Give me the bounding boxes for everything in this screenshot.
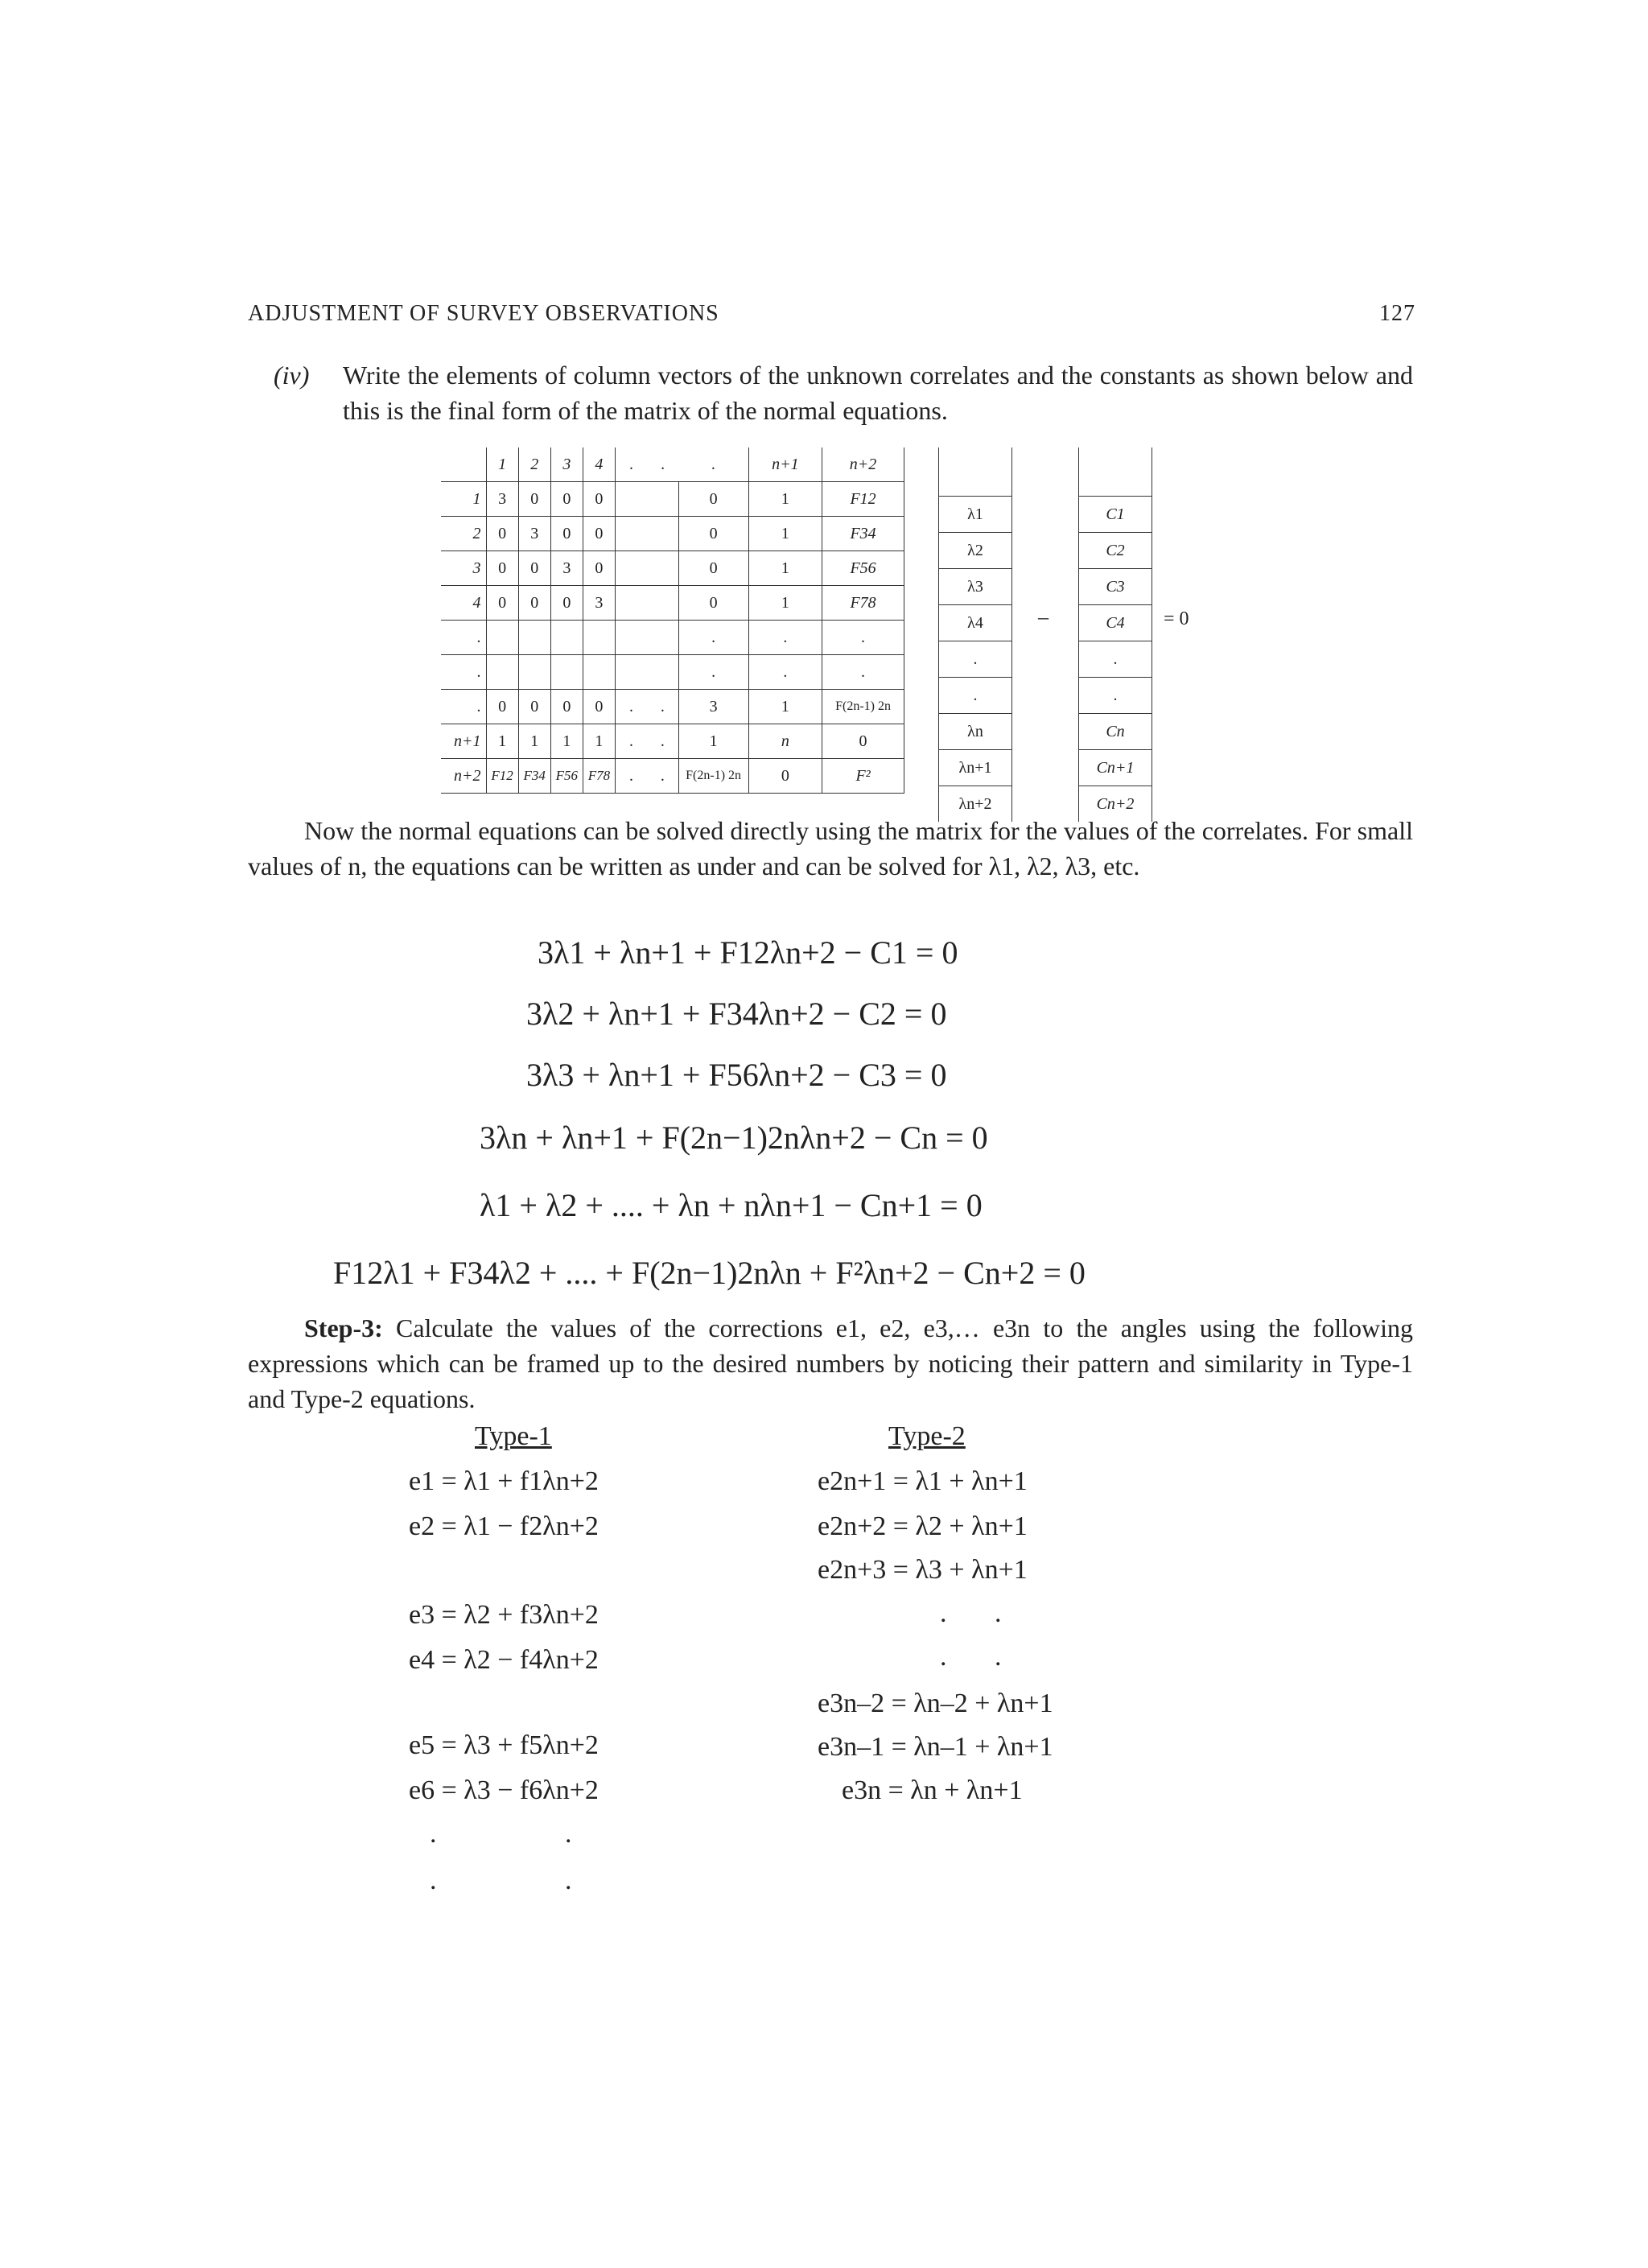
vector-row xyxy=(1079,641,1152,678)
row-header: n+1 xyxy=(441,724,486,759)
cell xyxy=(647,551,678,586)
matrix-row xyxy=(441,621,904,655)
cell: . xyxy=(647,724,678,759)
cell: 3 xyxy=(550,551,583,586)
cell: F56 xyxy=(550,759,583,794)
step-3-text: Calculate the values of the corrections e1, e2, e3,… e3n to the angles using the following expressions which can be framed up to the desired numbers by noticing their pattern and similarity in Type-1 and Type-2 equations. xyxy=(248,1313,1414,1413)
equation-2: 3λ2 + λn+1 + F34λn+2 − C2 = 0 xyxy=(526,996,947,1032)
cell: F(2n-1) 2n xyxy=(822,690,904,724)
col-header: 1 xyxy=(486,447,518,482)
cell: 3 xyxy=(583,586,615,621)
type-2-row: e3n–2 = λn–2 + λn+1 xyxy=(818,1689,1053,1718)
lambda-entry: λn xyxy=(939,714,1012,750)
cell: 1 xyxy=(550,724,583,759)
constant-entry: . xyxy=(1079,641,1152,678)
vector-row xyxy=(1079,605,1152,641)
step-3-label: Step-3: xyxy=(304,1313,383,1342)
cell xyxy=(486,621,518,655)
cell: 0 xyxy=(486,690,518,724)
matrix-row xyxy=(441,724,904,759)
vector-row xyxy=(939,569,1012,605)
matrix-row xyxy=(441,655,904,690)
vector-top xyxy=(939,447,1012,497)
ellipsis-dot: . xyxy=(940,1598,947,1628)
type-1-title: Type-1 xyxy=(475,1421,552,1451)
cell xyxy=(647,655,678,690)
cell: 1 xyxy=(486,724,518,759)
cell: 0 xyxy=(550,690,583,724)
cell: . xyxy=(822,621,904,655)
row-header: . xyxy=(441,621,486,655)
step-iv-text: Write the elements of column vectors of the unknown correlates and the constants as shown below and this is the final form of the matrix of the normal equations. xyxy=(343,361,1413,425)
col-header: n+2 xyxy=(822,447,904,482)
cell: 0 xyxy=(678,586,748,621)
cell: . xyxy=(647,759,678,794)
cell: . xyxy=(748,621,822,655)
ellipsis-dot: . xyxy=(565,1866,572,1895)
row-header: . xyxy=(441,690,486,724)
equation-3: 3λ3 + λn+1 + F56λn+2 − C3 = 0 xyxy=(526,1057,947,1093)
constant-entry: Cn+1 xyxy=(1079,750,1152,786)
cell: 3 xyxy=(518,517,550,551)
cell xyxy=(615,482,647,517)
col-header: 4 xyxy=(583,447,615,482)
cell: 0 xyxy=(518,551,550,586)
cell: 0 xyxy=(583,517,615,551)
page-number: 127 xyxy=(1379,301,1415,326)
vector-row xyxy=(1079,678,1152,714)
lambda-entry: . xyxy=(939,641,1012,678)
cell xyxy=(486,655,518,690)
cell: 0 xyxy=(518,690,550,724)
cell xyxy=(647,586,678,621)
equation-4: 3λn + λn+1 + F(2n−1)2nλn+2 − Cn = 0 xyxy=(480,1120,988,1156)
constant-entry: Cn+2 xyxy=(1079,786,1152,823)
type-1-row: e2 = λ1 − f2λn+2 xyxy=(409,1511,599,1541)
constant-entry: C2 xyxy=(1079,533,1152,569)
col-header: . xyxy=(678,447,748,482)
cell: 1 xyxy=(518,724,550,759)
cell: 1 xyxy=(583,724,615,759)
cell: n xyxy=(748,724,822,759)
cell: F12 xyxy=(822,482,904,517)
cell: 1 xyxy=(748,482,822,517)
type-1-row: e1 = λ1 + f1λn+2 xyxy=(409,1466,599,1496)
constant-entry: C1 xyxy=(1079,497,1152,533)
cell xyxy=(647,517,678,551)
cell: 0 xyxy=(583,482,615,517)
paragraph-normal-equations: Now the normal equations can be solved directly using the matrix for the values of the correlates. For small values of n, the equations can be written as under and can be solved for λ1, λ2, λ3, etc. xyxy=(248,816,1413,880)
cell: 0 xyxy=(678,517,748,551)
vector-row xyxy=(939,533,1012,569)
cell: F12 xyxy=(486,759,518,794)
cell xyxy=(518,655,550,690)
vector-row xyxy=(939,641,1012,678)
type-1-row: e6 = λ3 − f6λn+2 xyxy=(409,1775,599,1805)
vector-row xyxy=(1079,714,1152,750)
row-header: . xyxy=(441,655,486,690)
equation-6: F12λ1 + F34λ2 + .... + F(2n−1)2nλn + F²λn+2 − Cn+2 = 0 xyxy=(333,1255,1086,1291)
cell xyxy=(647,621,678,655)
vector-row xyxy=(1079,497,1152,533)
lambda-entry: λ3 xyxy=(939,569,1012,605)
equation-5: λ1 + λ2 + .... + λn + nλn+1 − Cn+1 = 0 xyxy=(480,1187,983,1223)
ellipsis-dot: . xyxy=(940,1642,947,1672)
col-header: . xyxy=(615,447,647,482)
step-3-paragraph xyxy=(248,1310,1413,1416)
type-2-row: e3n–1 = λn–1 + λn+1 xyxy=(818,1732,1053,1762)
cell: F34 xyxy=(822,517,904,551)
cell: F56 xyxy=(822,551,904,586)
ellipsis-dot: . xyxy=(430,1819,437,1849)
vector-row xyxy=(939,497,1012,533)
constant-entry: Cn xyxy=(1079,714,1152,750)
lambda-vector xyxy=(938,447,1012,822)
row-header: 3 xyxy=(441,551,486,586)
cell xyxy=(583,655,615,690)
matrix-header-row xyxy=(441,447,904,482)
cell xyxy=(647,482,678,517)
equals-zero: = 0 xyxy=(1164,608,1189,629)
type-2-row: e2n+2 = λ2 + λn+1 xyxy=(818,1511,1028,1541)
cell: F78 xyxy=(822,586,904,621)
constants-vector xyxy=(1078,447,1152,822)
row-header: n+2 xyxy=(441,759,486,794)
vector-row xyxy=(1079,569,1152,605)
vector-row xyxy=(939,678,1012,714)
col-header: . xyxy=(647,447,678,482)
type-1-row: e5 = λ3 + f5λn+2 xyxy=(409,1730,599,1760)
vector-row xyxy=(1079,750,1152,786)
matrix-row xyxy=(441,551,904,586)
equation-1: 3λ1 + λn+1 + F12λn+2 − C1 = 0 xyxy=(538,934,958,971)
cell: F34 xyxy=(518,759,550,794)
cell xyxy=(615,621,647,655)
col-header: 2 xyxy=(518,447,550,482)
col-header: n+1 xyxy=(748,447,822,482)
cell xyxy=(615,586,647,621)
col-header: 3 xyxy=(550,447,583,482)
matrix-row xyxy=(441,482,904,517)
row-header: 2 xyxy=(441,517,486,551)
lambda-entry: λn+2 xyxy=(939,786,1012,823)
vector-row xyxy=(1079,533,1152,569)
cell: 0 xyxy=(822,724,904,759)
cell: 0 xyxy=(748,759,822,794)
cell xyxy=(550,621,583,655)
lambda-entry: λ1 xyxy=(939,497,1012,533)
lambda-entry: λ2 xyxy=(939,533,1012,569)
cell xyxy=(518,621,550,655)
matrix-row xyxy=(441,759,904,794)
minus-sign: – xyxy=(1038,605,1049,629)
cell: 0 xyxy=(518,482,550,517)
cell: 1 xyxy=(748,517,822,551)
cell xyxy=(615,655,647,690)
ellipsis-dot: . xyxy=(565,1819,572,1849)
cell xyxy=(615,551,647,586)
normal-equation-matrix xyxy=(441,447,904,794)
cell: 0 xyxy=(550,482,583,517)
vector-top xyxy=(1079,447,1152,497)
type-2-title: Type-2 xyxy=(888,1421,966,1451)
type-1-row: e4 = λ2 − f4λn+2 xyxy=(409,1645,599,1675)
cell: 3 xyxy=(678,690,748,724)
cell: 3 xyxy=(486,482,518,517)
matrix-row xyxy=(441,586,904,621)
step-iv-label: (iv) xyxy=(274,361,310,390)
ellipsis-dot: . xyxy=(430,1866,437,1895)
cell: . xyxy=(615,690,647,724)
lambda-entry: λ4 xyxy=(939,605,1012,641)
cell: 0 xyxy=(678,482,748,517)
cell: 1 xyxy=(748,551,822,586)
matrix-row xyxy=(441,517,904,551)
cell xyxy=(550,655,583,690)
type-2-row: e2n+1 = λ1 + λn+1 xyxy=(818,1466,1028,1496)
cell xyxy=(583,621,615,655)
cell: . xyxy=(615,724,647,759)
cell: 1 xyxy=(748,586,822,621)
cell: . xyxy=(615,759,647,794)
cell: F² xyxy=(822,759,904,794)
cell: 0 xyxy=(583,690,615,724)
type-2-row: e2n+3 = λ3 + λn+1 xyxy=(818,1555,1028,1585)
cell: F(2n-1) 2n xyxy=(678,759,748,794)
lambda-entry: λn+1 xyxy=(939,750,1012,786)
type-1-row: e3 = λ2 + f3λn+2 xyxy=(409,1600,599,1630)
cell: 0 xyxy=(486,517,518,551)
cell: 0 xyxy=(550,586,583,621)
type-2-row: e3n = λn + λn+1 xyxy=(842,1775,1023,1805)
constant-entry: . xyxy=(1079,678,1152,714)
cell: 0 xyxy=(486,551,518,586)
cell: 1 xyxy=(748,690,822,724)
ellipsis-dot: . xyxy=(995,1642,1002,1672)
matrix-row xyxy=(441,690,904,724)
cell: . xyxy=(678,655,748,690)
cell: . xyxy=(748,655,822,690)
row-header: 4 xyxy=(441,586,486,621)
row-header: 1 xyxy=(441,482,486,517)
cell: F78 xyxy=(583,759,615,794)
cell: 1 xyxy=(678,724,748,759)
lambda-entry: . xyxy=(939,678,1012,714)
cell: 0 xyxy=(550,517,583,551)
cell: . xyxy=(822,655,904,690)
ellipsis-dot: . xyxy=(995,1598,1002,1628)
running-header: ADJUSTMENT OF SURVEY OBSERVATIONS xyxy=(248,301,719,326)
cell: 0 xyxy=(583,551,615,586)
constant-entry: C3 xyxy=(1079,569,1152,605)
vector-row xyxy=(939,605,1012,641)
constant-entry: C4 xyxy=(1079,605,1152,641)
cell: 0 xyxy=(678,551,748,586)
cell xyxy=(615,517,647,551)
cell: 0 xyxy=(518,586,550,621)
cell: . xyxy=(678,621,748,655)
vector-row xyxy=(939,750,1012,786)
cell: . xyxy=(647,690,678,724)
vector-row xyxy=(939,714,1012,750)
cell: 0 xyxy=(486,586,518,621)
